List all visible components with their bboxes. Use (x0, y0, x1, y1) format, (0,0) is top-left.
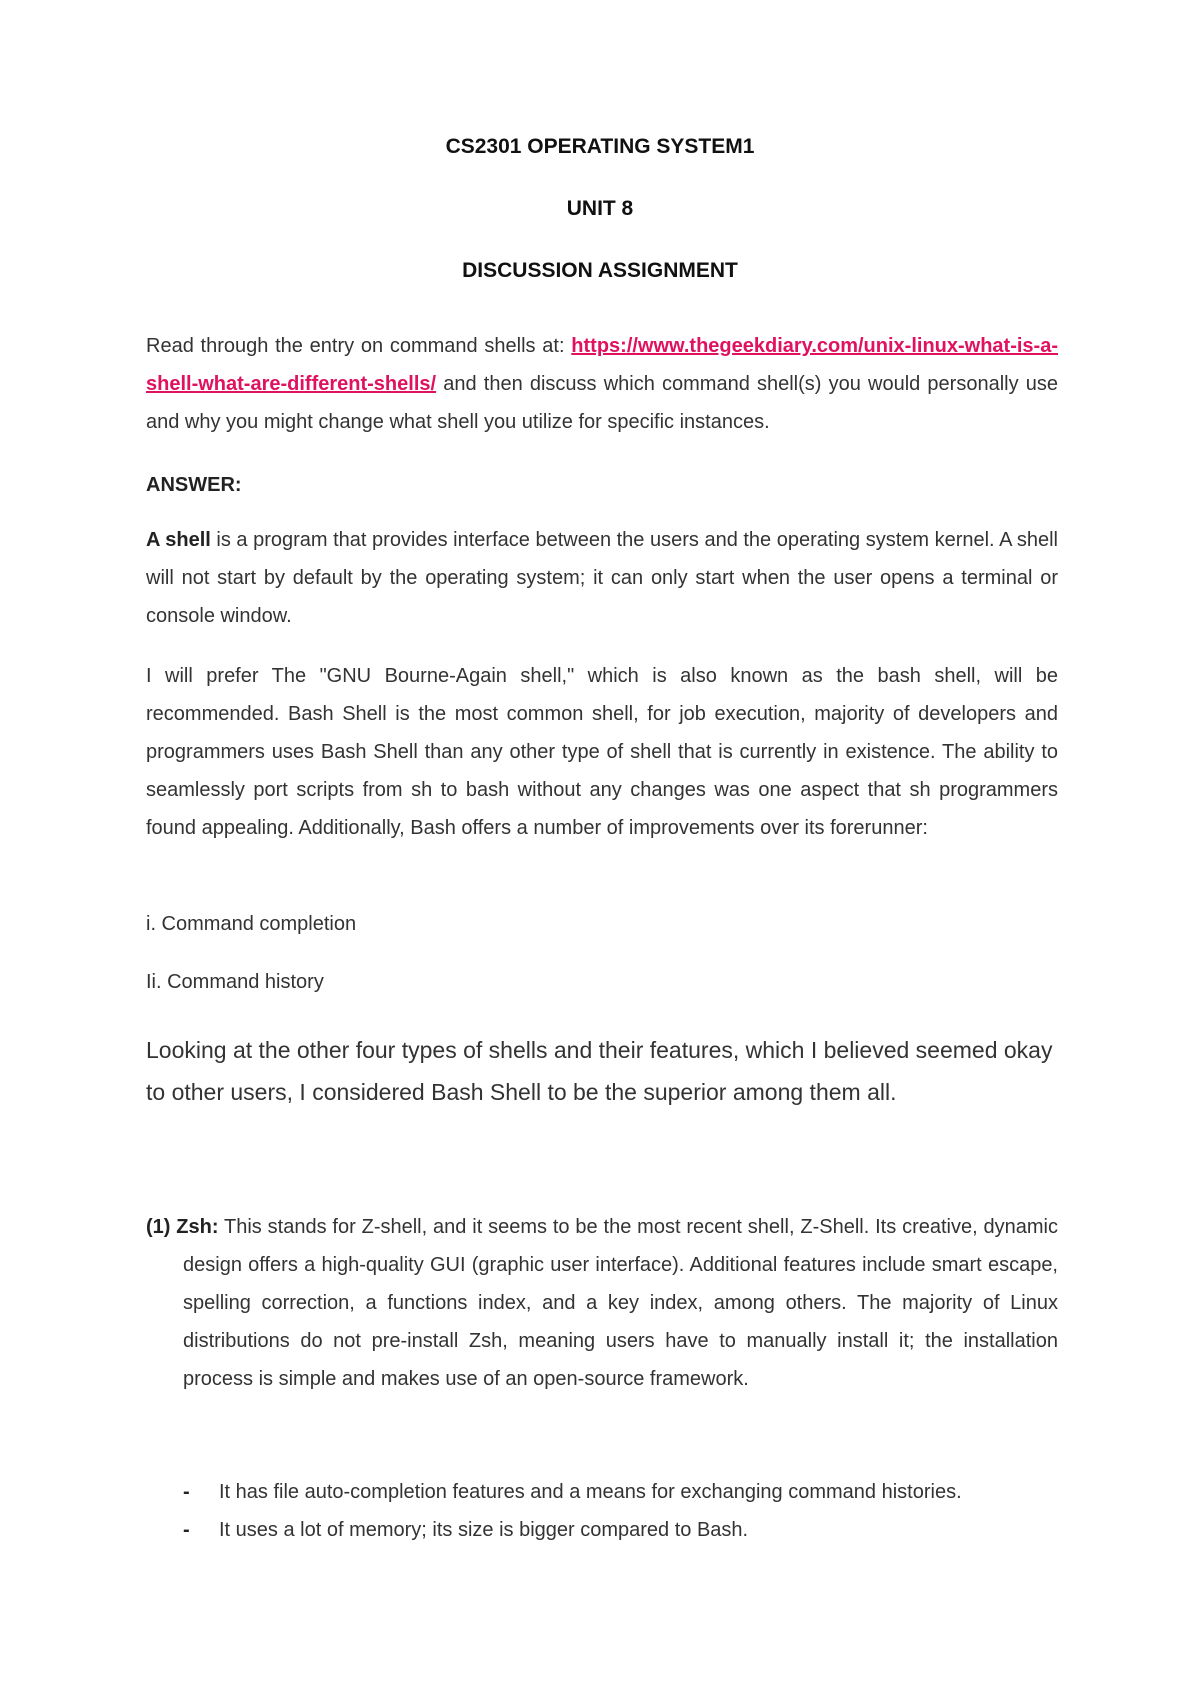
dash-marker: - (183, 1519, 190, 1541)
answer-heading: ANSWER: (146, 474, 242, 496)
zsh-label: (1) Zsh: (146, 1216, 219, 1238)
reference-link[interactable]: https://www.thegeekdiary.com/unix-linux-what-is-a-shell-what-are-different-shells/ (146, 335, 1058, 395)
zsh-bullet-2 (183, 1515, 1058, 1545)
assignment-title: DISCUSSION ASSIGNMENT (462, 259, 738, 282)
shell-term: A shell (146, 529, 211, 551)
zsh-bullet-text-1: It has file auto-completion features and a means for exchanging command histories. (219, 1481, 962, 1503)
unit-title: UNIT 8 (566, 197, 634, 220)
course-title: CS2301 OPERATING SYSTEM1 (445, 135, 755, 158)
prompt-rest: and then discuss which command shell(s) you would personally use and why you might change what shell you utilize for specific instances. (146, 373, 1058, 433)
dash-marker: - (183, 1481, 190, 1503)
bash-preference-paragraph: I will prefer The "GNU Bourne-Again shell," which is also known as the bash shell, will be recommended. Bash Shell is the most common shell, for job execution, majority of developers and programmers uses Bash Shell than any other type of shell that is currently in existence. The ability to seamlessly port scripts from sh to bash without any changes was one aspect that sh programmers found appealing. Additionally, Bash offers a number of improvements over its forerunner: (146, 665, 1058, 839)
prompt-paragraph (146, 327, 1058, 441)
zsh-bullet-1 (183, 1477, 1058, 1507)
conclusion-paragraph: Looking at the other four types of shells and their features, which I believed seemed okay to other users, I considered Bash Shell to be the superior among them all. (146, 1037, 1053, 1105)
shell-definition-paragraph (146, 521, 1058, 635)
list-item-command-completion: i. Command completion (146, 913, 357, 935)
shell-definition-text: is a program that provides interface between the users and the operating system kernel. A shell will not start by default by the operating system; it can only start when the user opens a terminal or console window. (146, 529, 1058, 627)
zsh-text: This stands for Z-shell, and it seems to be the most recent shell, Z-Shell. Its creative, dynamic design offers a high-quality GUI (graphic user interface). Additional features include smart escape, spelling correction, a functions index, and a key index, among others. The majority of Linux distributions do not pre-install Zsh, meaning users have to manually install it; the installation process is simple and makes use of an open-source framework. (183, 1216, 1058, 1390)
prompt-intro: Read through the entry on command shells at: (146, 335, 572, 357)
list-item-command-history: Ii. Command history (146, 971, 324, 993)
zsh-bullet-text-2: It uses a lot of memory; its size is bigger compared to Bash. (219, 1519, 749, 1541)
zsh-paragraph (146, 1208, 1058, 1398)
